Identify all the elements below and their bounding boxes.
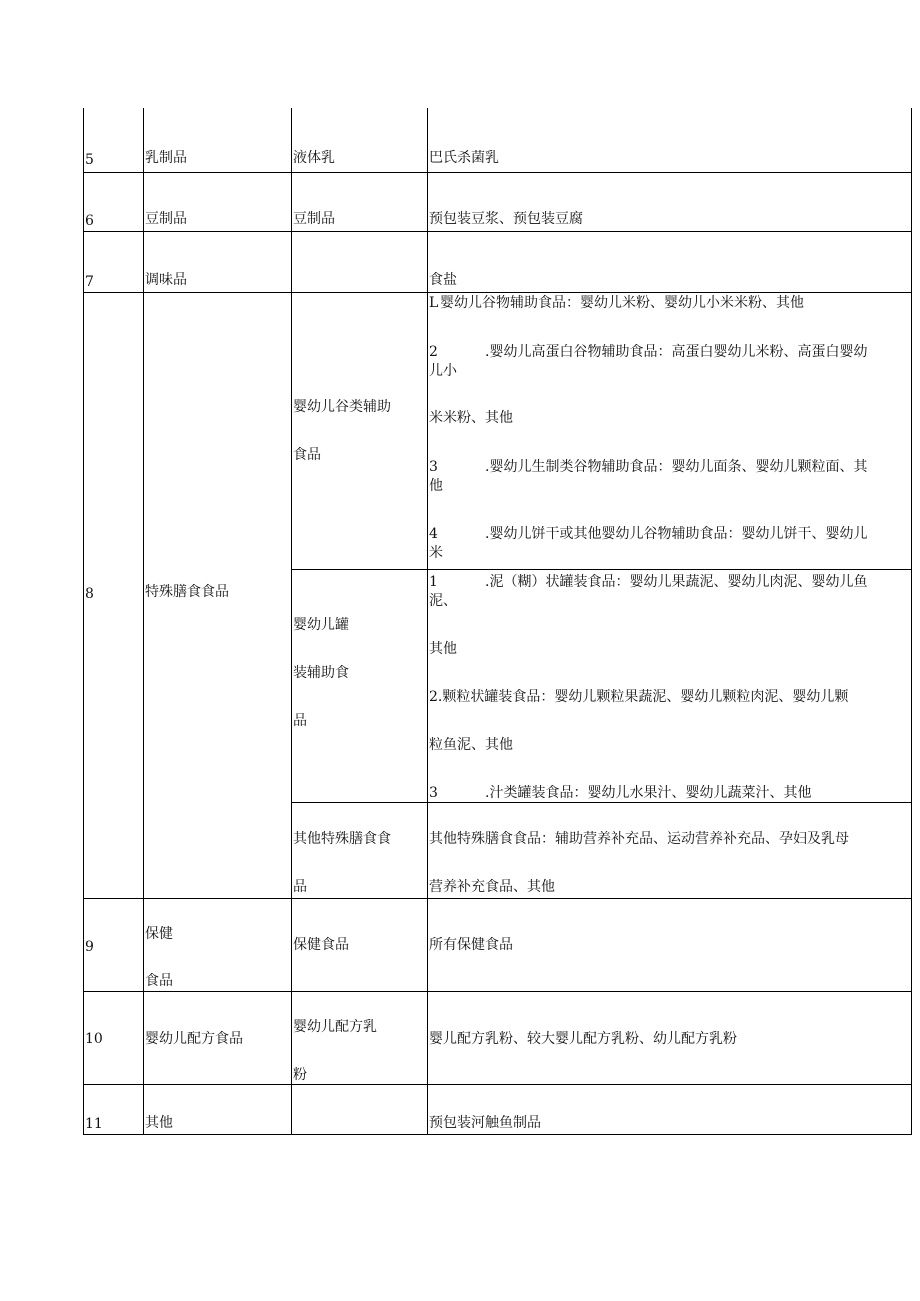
- row-border: [83, 292, 912, 293]
- item-text: 婴幼儿谷物辅助食品：婴幼儿米粉、婴幼儿小米米粉、其他: [440, 295, 804, 311]
- detail-cell: 食盐: [429, 272, 457, 288]
- detail-cell: 婴儿配方乳粉、较大婴儿配方乳粉、幼儿配方乳粉: [429, 1031, 737, 1047]
- item-text-cont: 他: [429, 478, 443, 494]
- detail-cell: 预包装河触鱼制品: [429, 1115, 541, 1131]
- category-cell: 食品: [145, 973, 173, 989]
- category-cell: 其他: [145, 1115, 173, 1131]
- item-text-cont: 米: [429, 545, 443, 561]
- col-border-1: [143, 108, 144, 1134]
- col-border-3: [427, 108, 428, 1134]
- subcategory-cell: 品: [293, 879, 307, 895]
- item-text: 2.颗粒状罐装食品：婴幼儿颗粒果蔬泥、婴幼儿颗粒肉泥、婴幼儿颗: [429, 689, 849, 705]
- item-text: .泥（糊）状罐装食品：婴幼儿果蔬泥、婴幼儿肉泥、婴幼儿鱼: [485, 574, 868, 590]
- row-border: [83, 231, 912, 232]
- detail-cell: 巴氏杀菌乳: [429, 150, 499, 166]
- detail-cell: 其他特殊膳食食品：辅助营养补充品、运动营养补充品、孕妇及乳母: [429, 831, 849, 847]
- detail-cell: 预包装豆浆、预包装豆腐: [429, 211, 583, 227]
- category-cell: 婴幼儿配方食品: [145, 1031, 243, 1047]
- category-cell: 乳制品: [145, 150, 187, 166]
- item-number: L: [429, 295, 439, 311]
- subcategory-cell: 保健食品: [293, 937, 349, 953]
- item-text: .汁类罐装食品：婴幼儿水果汁、婴幼儿蔬菜汁、其他: [485, 785, 812, 801]
- row-number: 5: [85, 152, 94, 168]
- item-text-cont: 米米粉、其他: [429, 410, 513, 426]
- row-border: [83, 991, 912, 992]
- category-cell: 调味品: [145, 272, 187, 288]
- item-number: 4: [429, 526, 438, 542]
- row-border: [83, 1084, 912, 1085]
- category-cell: 特殊膳食食品: [145, 584, 229, 600]
- subcategory-cell: 豆制品: [293, 211, 335, 227]
- subcategory-cell: 其他特殊膳食食: [293, 831, 391, 847]
- item-text-cont: 粒鱼泥、其他: [429, 737, 513, 753]
- category-cell: 保健: [145, 926, 173, 942]
- subcategory-cell: 食品: [293, 447, 321, 463]
- col-border-right: [911, 108, 912, 1134]
- subcategory-cell: 装辅助食: [293, 665, 349, 681]
- subcategory-cell: 品: [293, 713, 307, 729]
- subcategory-cell: 粉: [293, 1067, 307, 1083]
- item-text-cont: 儿小: [429, 363, 457, 379]
- row-border: [291, 802, 912, 803]
- item-text: .婴幼儿生制类谷物辅助食品：婴幼儿面条、婴幼儿颗粒面、其: [485, 459, 868, 475]
- detail-cell: 营养补充食品、其他: [429, 879, 555, 895]
- item-number: 2: [429, 344, 438, 360]
- row-number: 7: [85, 274, 94, 290]
- food-category-table: [83, 108, 912, 1135]
- row-number: 8: [85, 586, 94, 602]
- item-number: 3: [429, 785, 438, 801]
- subcategory-cell: 婴幼儿罐: [293, 617, 349, 633]
- row-number: 6: [85, 213, 94, 229]
- item-number: 3: [429, 459, 438, 475]
- row-number: 9: [85, 939, 94, 955]
- item-text-cont: 其他: [429, 641, 457, 657]
- item-text-cont: 泥、: [429, 593, 457, 609]
- row-number: 10: [85, 1031, 103, 1047]
- row-border: [83, 898, 912, 899]
- item-number: 1: [429, 574, 438, 590]
- row-border: [83, 172, 912, 173]
- subcategory-cell: 婴幼儿谷类辅助: [293, 399, 391, 415]
- subcategory-cell: 婴幼儿配方乳: [293, 1019, 377, 1035]
- item-text: .婴幼儿饼干或其他婴幼儿谷物辅助食品：婴幼儿饼干、婴幼儿: [485, 526, 868, 542]
- row-number: 11: [85, 1116, 103, 1132]
- detail-cell: 所有保健食品: [429, 937, 513, 953]
- category-cell: 豆制品: [145, 211, 187, 227]
- subcategory-cell: 液体乳: [293, 150, 335, 166]
- item-text: .婴幼儿高蛋白谷物辅助食品：高蛋白婴幼儿米粉、高蛋白婴幼: [485, 344, 868, 360]
- col-border-left: [83, 108, 84, 1134]
- col-border-2: [291, 108, 292, 1134]
- row-border: [291, 569, 912, 570]
